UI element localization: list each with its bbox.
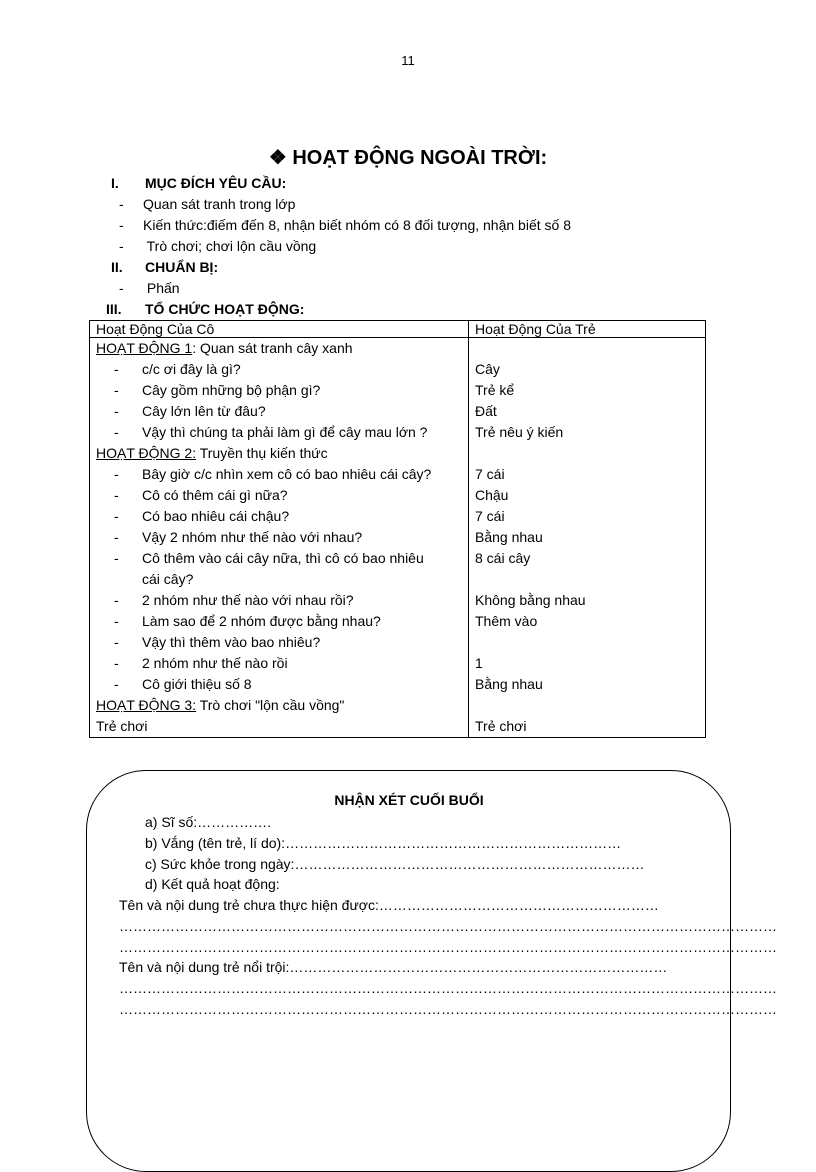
teacher-step: - Cây gồm những bộ phận gì? [114, 382, 321, 398]
child-answer: 7 cái [475, 466, 505, 482]
list-item: - Trò chơi; chơi lộn cầu vồng [119, 238, 317, 254]
outstanding-line: Tên và nội dung trẻ nổi trội:……………………………………………………………………… [119, 959, 668, 975]
teacher-step: - Làm sao để 2 nhóm được bằng nhau? [114, 613, 381, 629]
teacher-step: - 2 nhóm như thế nào với nhau rồi? [114, 592, 354, 608]
teacher-step: - Cây lớn lên từ đâu? [114, 403, 266, 419]
activity-label: HOẠT ĐỘNG 2: [96, 445, 197, 461]
dotted-line: …………………………………………………………………………………………………………………………… [119, 918, 777, 934]
child-answer: Bằng nhau [475, 676, 543, 692]
child-answer: Trẻ nêu ý kiến [475, 424, 564, 440]
review-item: a) Sĩ số:……………. [145, 814, 272, 830]
teacher-step: - Cô thêm vào cái cây nữa, thì cô có bao nhiêu cái cây? [114, 550, 424, 587]
section-title: MỤC ĐÍCH YÊU CẦU: [145, 175, 287, 191]
child-answer [475, 569, 699, 590]
teacher-step: - c/c ơi đây là gì? [114, 361, 241, 377]
child-answer: Chậu [475, 487, 509, 503]
dotted-line: …………………………………………………………………………………………………………………………… [119, 1001, 777, 1017]
teacher-step: - Vậy 2 nhóm như thế nào với nhau? [114, 529, 363, 545]
not-done-line: Tên và nội dung trẻ chưa thực hiện được:…………………………………………………… [119, 897, 659, 913]
goal-text: Quan sát tranh trong lớp [143, 196, 296, 212]
section-heading-1 [111, 175, 286, 191]
teacher-column [90, 338, 469, 738]
section-title: TỔ CHỨC HOẠT ĐỘNG: [145, 301, 305, 317]
section-heading-2 [111, 259, 218, 275]
child-answer [475, 695, 699, 716]
list-item: - Phấn [119, 280, 180, 296]
teacher-step: - Vậy thì thêm vào bao nhiêu? [114, 634, 321, 650]
dotted-line: …………………………………………………………………………………………………………………………… [119, 980, 777, 996]
child-answer [475, 632, 699, 653]
section-heading-3 [106, 301, 304, 317]
teacher-step: - Vậy thì chúng ta phải làm gì để cây mau lớn ? [114, 424, 428, 440]
review-title: NHẬN XÉT CUỐI BUỔI [334, 792, 484, 808]
activity-3-heading [96, 695, 462, 716]
teacher-step: - Có bao nhiêu cái chậu? [114, 508, 290, 524]
teacher-step: - Cô có thêm cái gì nữa? [114, 487, 288, 503]
section-number: III. [106, 301, 122, 317]
child-answer: Trẻ kể [475, 382, 515, 398]
activity-label: HOẠT ĐỘNG 1 [96, 340, 193, 356]
child-answer [475, 443, 699, 464]
child-column [469, 338, 706, 738]
child-answer: 8 cái cây [475, 550, 531, 566]
activity-label: HOẠT ĐỘNG 3: [96, 697, 197, 713]
page-number: 11 [401, 53, 415, 68]
activity-1-heading [96, 338, 462, 359]
list-item: - Quan sát tranh trong lớp [119, 196, 296, 212]
activity-title: Truyền thụ kiến thức [196, 445, 328, 461]
review-item: d) Kết quả hoạt động: [145, 876, 280, 892]
header-child: Hoạt Động Của Trẻ [469, 321, 706, 338]
child-answer: Bằng nhau [475, 529, 543, 545]
list-item: - Kiến thức:điếm đến 8, nhận biết nhóm có 8 đối tượng, nhận biết số 8 [119, 217, 571, 233]
child-answer: 1 [475, 655, 483, 671]
child-answer: Cây [475, 361, 500, 377]
child-answer: Đất [475, 403, 497, 419]
activity-2-heading [96, 443, 462, 464]
table-row [90, 338, 706, 738]
teacher-step: - 2 nhóm như thế nào rồi [114, 655, 288, 671]
section-title: CHUẨN BỊ: [145, 259, 219, 275]
child-answer: Trẻ chơi [475, 718, 527, 734]
goal-text: Trò chơi; chơi lộn cầu vồng [143, 238, 317, 254]
header-teacher: Hoạt Động Của Cô [90, 321, 469, 338]
activity-title: Trò chơi "lộn cầu vồng" [196, 697, 345, 713]
section-number: I. [111, 175, 119, 191]
activity-title: : Quan sát tranh cây xanh [192, 340, 353, 356]
prep-text: Phấn [143, 280, 180, 296]
activity-table [89, 320, 706, 738]
table-header-row [90, 321, 706, 338]
child-answer: 7 cái [475, 508, 505, 524]
child-answer: Không bằng nhau [475, 592, 586, 608]
teacher-step: - Bây giờ c/c nhìn xem cô có bao nhiêu cái cây? [114, 466, 432, 482]
review-item: b) Vắng (tên trẻ, lí do):……………………………………………………………… [145, 835, 622, 851]
review-item: c) Sức khỏe trong ngày:………………………………………………………………… [145, 856, 645, 872]
closing-text: Trẻ chơi [96, 718, 148, 734]
child-answer: Thêm vào [475, 613, 538, 629]
dotted-line: …………………………………………………………………………………………………………………………… [119, 939, 777, 955]
section-number: II. [111, 259, 123, 275]
teacher-step: - Cô giới thiệu số 8 [114, 676, 252, 692]
goal-text: Kiến thức:điếm đến 8, nhận biết nhóm có 8 đối tượng, nhận biết số 8 [143, 217, 571, 233]
page-title: ❖ HOẠT ĐỘNG NGOÀI TRỜI: [268, 147, 548, 169]
